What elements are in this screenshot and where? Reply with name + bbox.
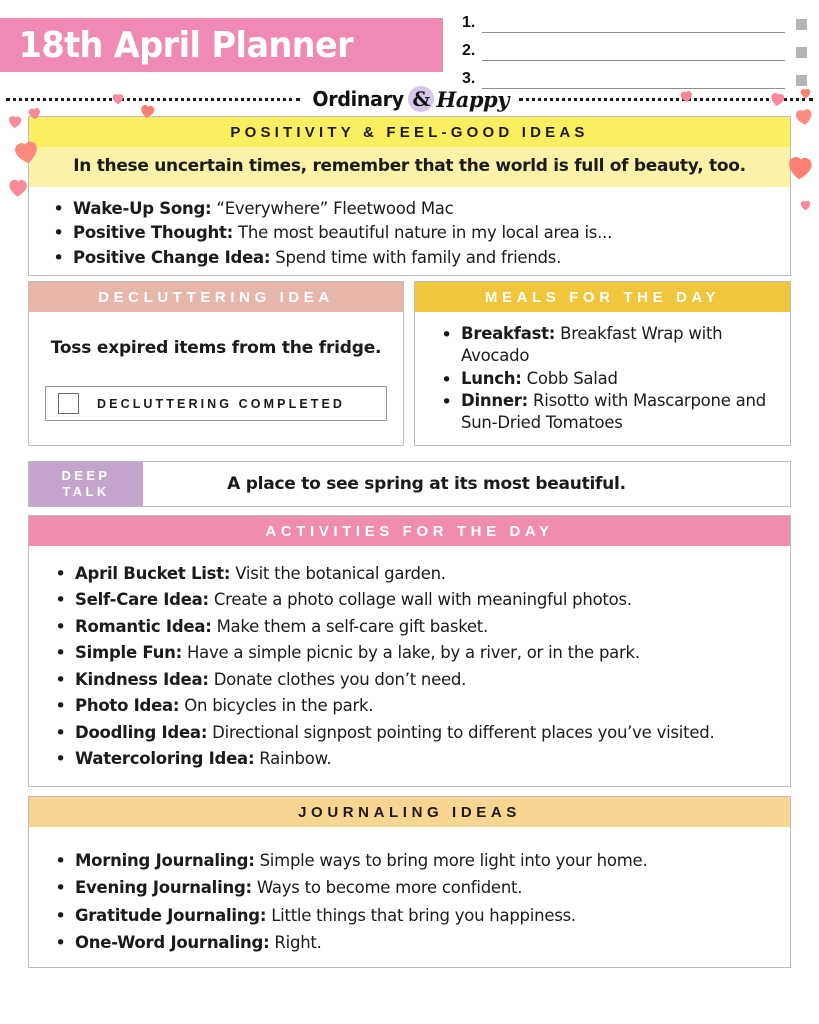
list-item xyxy=(73,197,790,220)
list-item xyxy=(461,368,778,390)
list-item xyxy=(75,931,790,954)
list-item xyxy=(75,562,746,585)
meals-list xyxy=(415,312,790,444)
decluttering-body xyxy=(29,312,403,358)
list-item xyxy=(75,904,790,927)
decluttering-idea-text: Toss expired items from the fridge. xyxy=(50,338,382,358)
deep-talk-badge-line2: TALK xyxy=(62,484,110,499)
item-label: Gratitude Journaling: xyxy=(75,905,267,925)
item-label: Wake-Up Song: xyxy=(73,199,212,218)
item-label: Positive Thought: xyxy=(73,223,234,243)
brand-word-ordinary: Ordinary xyxy=(312,87,404,111)
heart-icon xyxy=(7,114,22,129)
item-value: Simple ways to bring more light into your home. xyxy=(259,851,648,870)
item-label: Morning Journaling: xyxy=(75,851,255,870)
item-label: Self-Care Idea: xyxy=(75,590,209,610)
journaling-list xyxy=(29,827,790,969)
item-label: Evening Journaling: xyxy=(75,878,252,898)
heart-icon xyxy=(7,177,28,198)
list-item xyxy=(461,390,778,435)
todo-write-line[interactable] xyxy=(482,40,785,61)
item-value: On bicycles in the park. xyxy=(184,696,374,716)
list-item xyxy=(75,849,790,872)
item-label: Doodling Idea: xyxy=(75,722,208,742)
item-value: Donate clothes you don’t need. xyxy=(213,669,467,689)
top-three-list xyxy=(462,8,807,92)
meals-section xyxy=(414,281,791,446)
journaling-section xyxy=(28,796,791,968)
positivity-quote: In these uncertain times, remember that the world is full of beauty, too. xyxy=(29,147,790,187)
list-item xyxy=(75,721,746,744)
page-header xyxy=(0,0,819,88)
title-banner xyxy=(0,18,443,72)
activities-list xyxy=(29,546,790,783)
dotted-rule-right xyxy=(519,98,813,101)
brand-logo xyxy=(306,87,513,112)
decluttering-completed-label: DECLUTTERING COMPLETED xyxy=(97,396,346,411)
decluttering-heading: DECLUTTERING IDEA xyxy=(29,282,403,312)
item-value: Little things that bring you happiness. xyxy=(271,905,576,925)
item-value: Visit the botanical garden. xyxy=(235,564,446,583)
item-label: Lunch: xyxy=(461,368,522,388)
positivity-heading: POSITIVITY & FEEL-GOOD IDEAS xyxy=(29,117,790,147)
todo-checkbox-icon[interactable] xyxy=(796,75,807,86)
list-item xyxy=(75,747,746,770)
todo-checkbox-icon[interactable] xyxy=(796,19,807,30)
item-label: Kindness Idea: xyxy=(75,669,209,689)
todo-number: 2. xyxy=(462,42,476,59)
todo-write-line[interactable] xyxy=(482,12,785,33)
list-item xyxy=(75,615,746,638)
list-item xyxy=(75,876,790,899)
item-label: One-Word Journaling: xyxy=(75,933,270,953)
meals-heading: MEALS FOR THE DAY xyxy=(415,282,790,312)
activities-section xyxy=(28,515,791,787)
item-value: Ways to become more confident. xyxy=(256,878,523,898)
list-item xyxy=(75,641,746,664)
todo-row[interactable] xyxy=(462,36,807,61)
list-item xyxy=(73,246,790,269)
list-item xyxy=(75,668,746,691)
item-value: Cobb Salad xyxy=(526,368,618,388)
item-value: Make them a self-care gift basket. xyxy=(216,616,489,636)
item-label: Breakfast: xyxy=(461,324,556,343)
item-label: Dinner: xyxy=(461,390,529,410)
item-value: Have a simple picnic by a lake, by a river, or in the park. xyxy=(186,643,640,663)
todo-number: 3. xyxy=(462,70,476,87)
page-title: 18th April Planner xyxy=(18,24,354,66)
deep-talk-badge-line1: DEEP xyxy=(61,467,111,483)
list-item xyxy=(75,694,746,717)
brand-divider-row xyxy=(0,86,819,112)
decluttering-section xyxy=(28,281,404,446)
item-label: Photo Idea: xyxy=(75,696,180,716)
journaling-heading: JOURNALING IDEAS xyxy=(29,797,790,827)
list-item xyxy=(461,323,778,368)
heart-icon xyxy=(800,200,811,211)
todo-number: 1. xyxy=(462,14,476,31)
item-value: “Everywhere” Fleetwood Mac xyxy=(216,199,454,218)
deep-talk-text: A place to see spring at its most beautiful. xyxy=(227,474,626,494)
todo-row[interactable] xyxy=(462,8,807,33)
positivity-list xyxy=(29,187,790,280)
brand-word-happy: Happy xyxy=(436,86,509,112)
item-value: Rainbow. xyxy=(259,748,332,768)
item-value: Risotto with Mascarpone and Sun-Dried Tomatoes xyxy=(461,390,766,433)
checkbox-icon[interactable] xyxy=(58,393,79,414)
brand-ampersand: & xyxy=(412,87,431,111)
item-value: Spend time with family and friends. xyxy=(275,247,562,267)
item-value: Directional signpost pointing to different places you’ve visited. xyxy=(212,722,715,742)
item-value: Create a photo collage wall with meaningful photos. xyxy=(213,590,632,610)
list-item xyxy=(73,221,790,244)
item-label: Positive Change Idea: xyxy=(73,247,271,267)
todo-checkbox-icon[interactable] xyxy=(796,47,807,58)
activities-heading: ACTIVITIES FOR THE DAY xyxy=(29,516,790,546)
item-label: April Bucket List: xyxy=(75,564,231,583)
deep-talk-badge xyxy=(29,462,143,506)
deep-talk-section xyxy=(28,461,791,507)
dotted-rule-left xyxy=(6,98,300,101)
list-item xyxy=(75,588,746,611)
item-label: Simple Fun: xyxy=(75,643,182,663)
positivity-section xyxy=(28,116,791,276)
item-value: Breakfast Wrap with Avocado xyxy=(461,324,723,366)
decluttering-completed-row[interactable] xyxy=(45,386,387,421)
item-label: Romantic Idea: xyxy=(75,616,212,636)
item-value: Right. xyxy=(274,933,322,953)
item-value: The most beautiful nature in my local area is... xyxy=(238,223,613,243)
item-label: Watercoloring Idea: xyxy=(75,748,255,768)
